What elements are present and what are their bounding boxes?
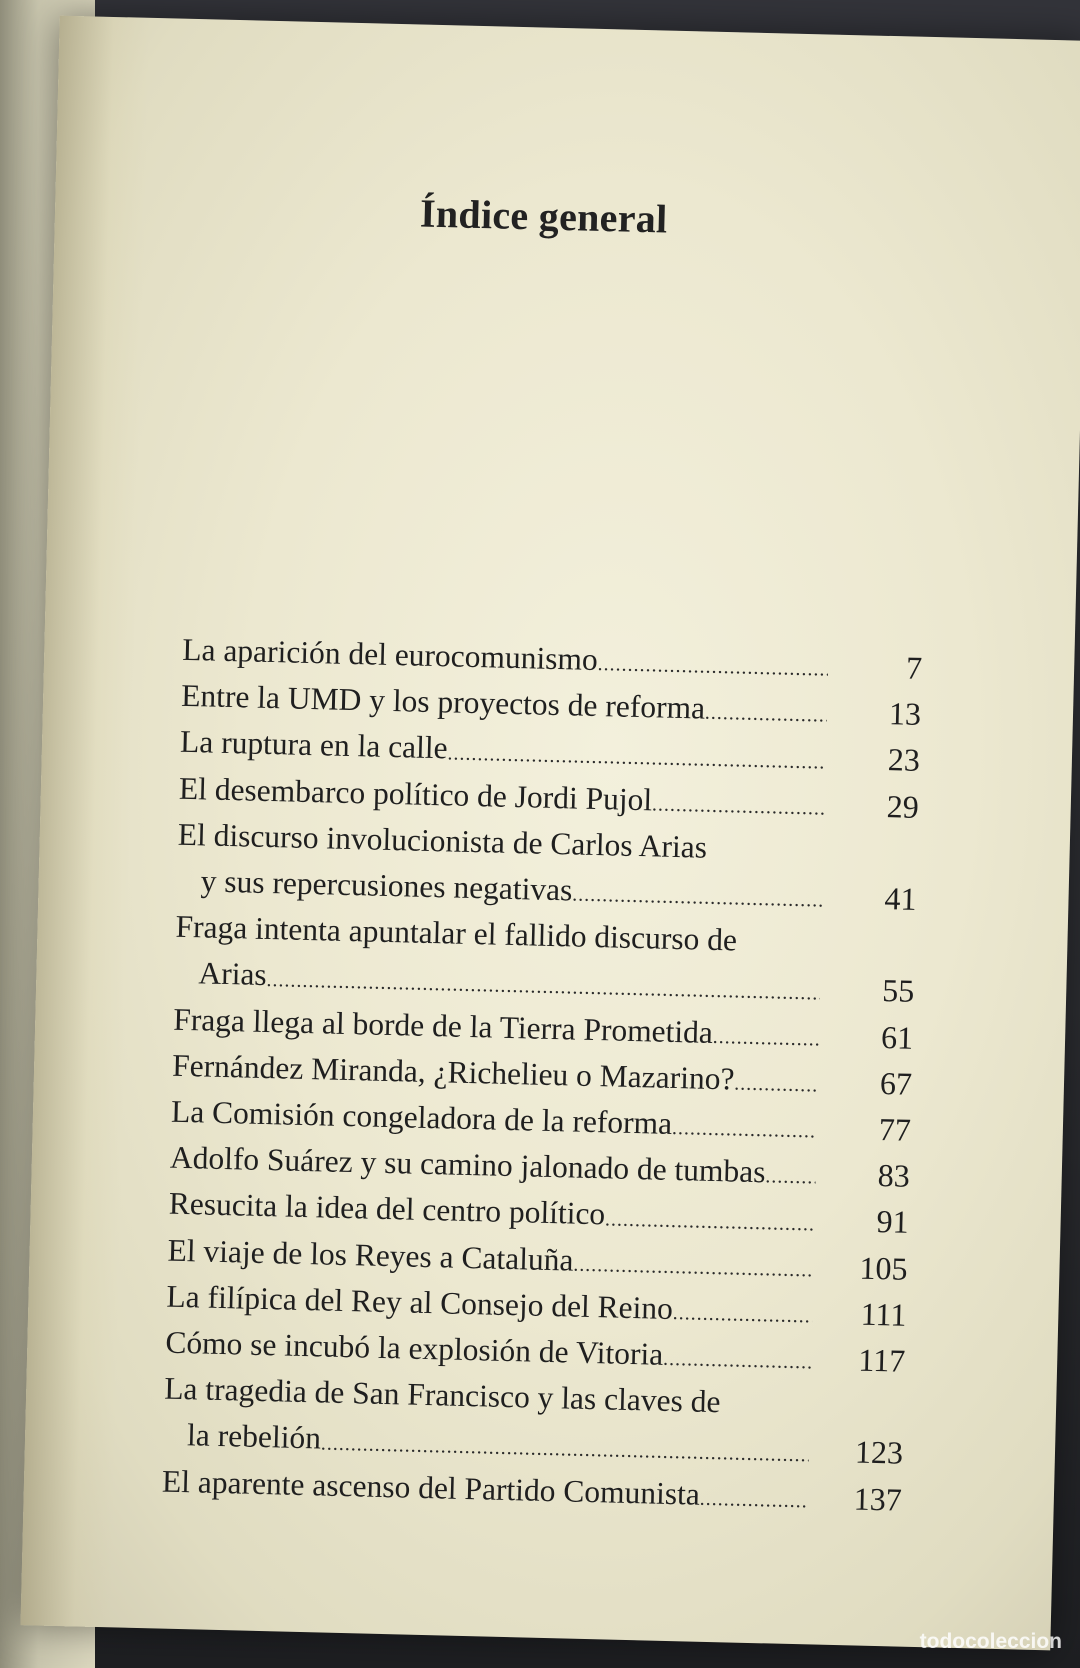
toc-entry-title: La aparición del eurocomunismo	[181, 631, 599, 677]
toc-entry-title: Fraga llega al borde de la Tierra Prometida	[172, 1001, 714, 1050]
toc-entry-title: El viaje de los Reyes a Cataluña	[167, 1232, 574, 1278]
toc-entry-title: Fraga intenta apuntalar el fallido discurso de	[175, 908, 738, 958]
toc-page-number: 123	[854, 1433, 904, 1472]
toc-entry-title: El aparente ascenso del Partido Comunista	[161, 1463, 701, 1512]
dot-leader	[652, 794, 825, 827]
toc-page-number: 55	[881, 972, 915, 1010]
dot-leader	[704, 703, 827, 735]
toc-entry-multiline	[174, 904, 916, 1014]
toc-entry-title-continued: la rebelión	[186, 1417, 322, 1456]
toc-page-number: 83	[877, 1157, 911, 1194]
toc-entry-title: Fernández Miranda, ¿Richelieu o Mazarino?	[171, 1047, 735, 1097]
dot-leader	[712, 1027, 819, 1059]
dot-leader	[734, 1073, 818, 1104]
watermark: todocoleccion	[919, 1630, 1062, 1653]
dot-leader	[699, 1489, 808, 1521]
dot-leader	[672, 1303, 812, 1335]
toc-entry-title: La tragedia de San Francisco y las claves de	[163, 1370, 721, 1420]
toc-entry-title: La Comisión congeladora de la reforma	[170, 1093, 673, 1141]
toc-entry-title: Cómo se incubó la explosión de Vitoria	[165, 1324, 664, 1372]
toc-entry-title: La filípica del Rey al Consejo del Reino	[166, 1278, 674, 1326]
toc-page-number: 13	[888, 695, 922, 733]
toc-page-number: 105	[859, 1249, 908, 1287]
dot-leader	[663, 1349, 812, 1382]
toc-page-number: 29	[886, 787, 920, 825]
toc-page-number: 117	[857, 1341, 906, 1379]
toc-page-number: 91	[876, 1203, 910, 1241]
toc-entry-title: El desembarco político de Jordi Pujol	[178, 770, 653, 817]
dot-leader	[672, 1118, 817, 1151]
book-page	[20, 16, 1080, 1651]
toc-page-number: 61	[880, 1018, 914, 1056]
page-title: Índice general	[419, 190, 669, 242]
toc-entry-title: El discurso involucionista de Carlos Arias	[177, 816, 708, 865]
toc-page-number: 67	[879, 1064, 913, 1102]
toc-entry-title: Adolfo Suárez y su camino jalonado de tumbas	[169, 1139, 766, 1190]
toc-entry-multiline	[176, 812, 918, 922]
toc-entry-title-continued: Arias	[198, 955, 268, 993]
toc-page-number: 137	[853, 1480, 903, 1518]
toc-entry-title: La ruptura en la calle	[179, 724, 449, 766]
toc-page-number: 111	[860, 1295, 907, 1333]
toc-page-number: 7	[905, 649, 923, 686]
toc-entry-title: Resucita la idea del centro político	[168, 1186, 606, 1232]
toc-page-number: 41	[884, 880, 917, 917]
toc-page-number: 77	[878, 1111, 912, 1148]
toc-entry-multiline	[163, 1366, 905, 1476]
table-of-contents	[161, 627, 922, 1523]
toc-page-number: 23	[887, 741, 921, 779]
dot-leader	[765, 1167, 816, 1197]
toc-entry-title: Entre la UMD y los proyectos de reforma	[180, 678, 706, 726]
toc-entry-title-continued: y sus repercusiones negativas	[200, 863, 573, 908]
